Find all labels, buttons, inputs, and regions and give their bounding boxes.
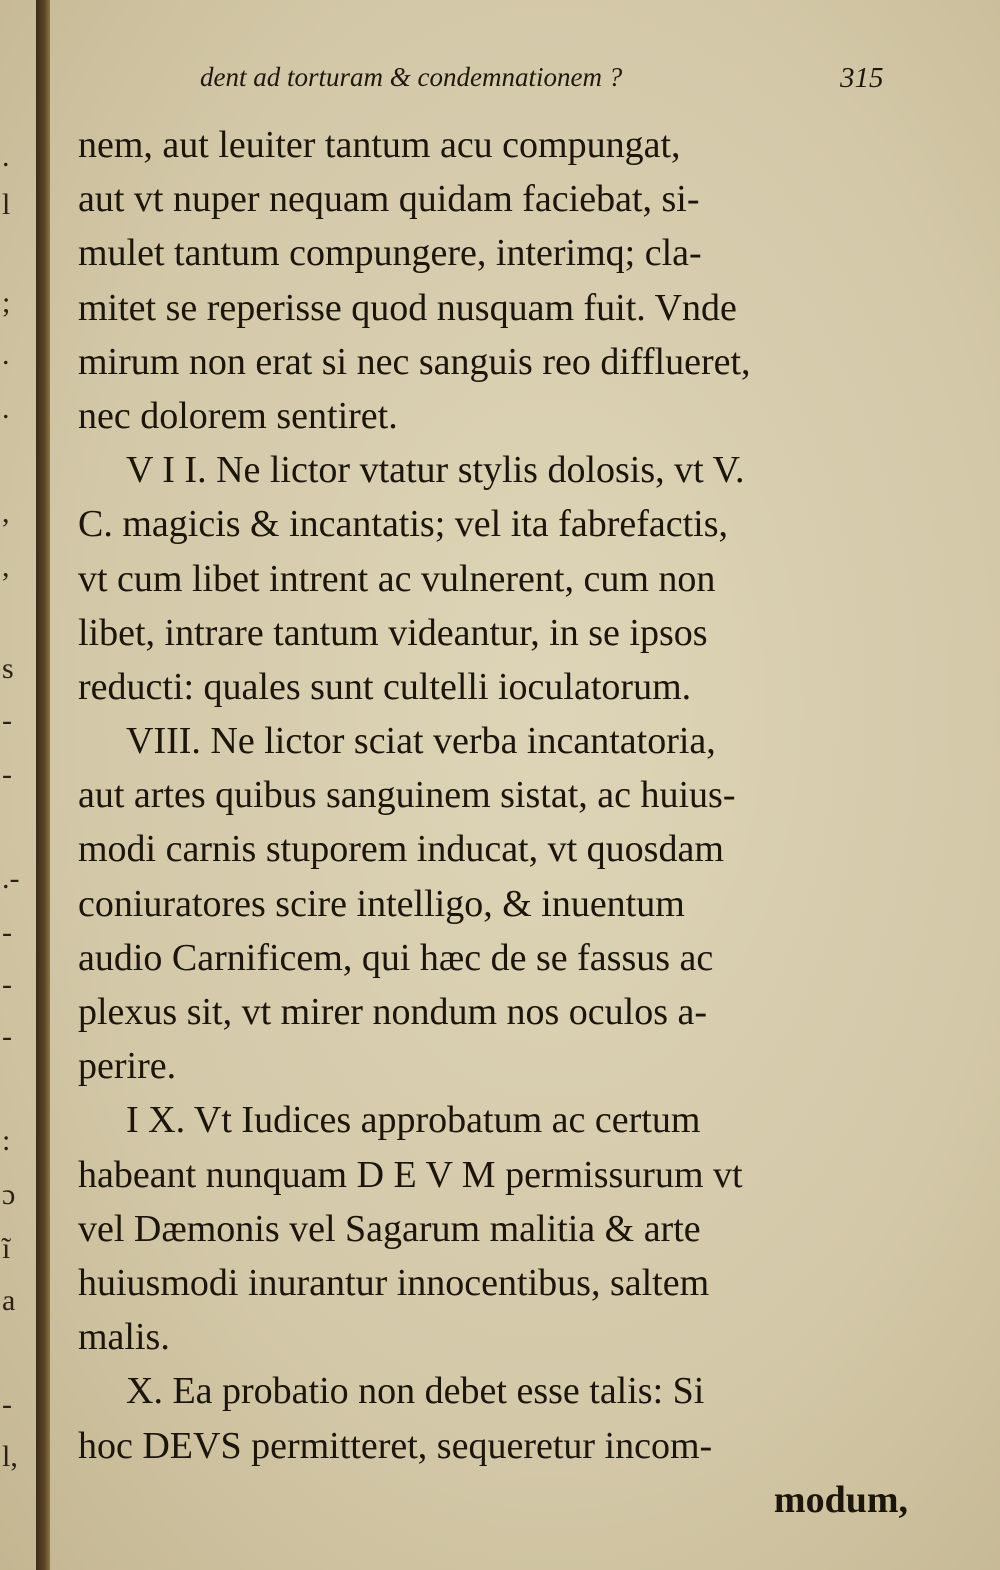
margin-mark: :	[2, 1124, 11, 1157]
text-line: perire.	[78, 1045, 177, 1088]
margin-mark: .	[2, 140, 10, 173]
text-line: mirum non erat si nec sanguis reo difflueret,	[78, 340, 751, 383]
gutter-shadow	[36, 0, 50, 1570]
text-line: nem, aut leuiter tantum acu compungat,	[78, 124, 681, 166]
left-margin-bleed	[0, 0, 30, 1570]
paragraph-start-line: VIII. Ne lictor sciat verba incantatoria,	[126, 720, 716, 763]
margin-mark: a	[2, 1284, 16, 1317]
margin-mark: ,	[2, 550, 10, 583]
text-line: aut vt nuper nequam quidam faciebat, si-	[78, 178, 700, 221]
margin-mark: .	[2, 338, 10, 371]
text-line: plexus sit, vt mirer nondum nos oculos a-	[78, 991, 708, 1033]
margin-mark: ĩ	[2, 1232, 11, 1265]
page-header	[200, 62, 900, 102]
text-line: vt cum libet intrent ac vulnerent, cum non	[78, 557, 716, 600]
text-line: vel Dæmonis vel Sagarum malitia & arte	[78, 1207, 701, 1250]
body-text	[78, 118, 908, 1527]
text-line: reducti: quales sunt cultelli ioculatorum.	[78, 665, 692, 708]
margin-mark: -	[2, 1388, 12, 1421]
margin-mark: s	[2, 652, 14, 685]
text-line: C. magicis & incantatis; vel ita fabrefactis,	[78, 503, 729, 546]
margin-mark: -	[2, 968, 12, 1001]
running-head: dent ad torturam & condemnationem ?	[200, 62, 623, 92]
text-line: audio Carnificem, qui hæc de se fassus ac	[78, 936, 714, 979]
text-line: habeant nunquam D E V M permissurum vt	[78, 1153, 743, 1196]
margin-mark: -	[2, 1020, 12, 1053]
text-line: coniuratores scire intelligo, & inuentum	[78, 882, 685, 925]
text-line: nec dolorem sentiret.	[78, 394, 398, 437]
text-line: huiusmodi inurantur innocentibus, saltem	[78, 1261, 710, 1304]
margin-mark: l,	[2, 1440, 18, 1473]
text-line: modi carnis stuporem inducat, vt quosdam	[78, 828, 724, 871]
paragraph-start-line: X. Ea probatio non debet esse talis: Si	[126, 1370, 705, 1413]
margin-mark: ,	[2, 496, 10, 529]
margin-mark: ɔ	[2, 1178, 16, 1211]
margin-mark: .	[2, 392, 10, 425]
paragraph-start-line: I X. Vt Iudices approbatum ac certum	[126, 1099, 701, 1142]
text-line: aut artes quibus sanguinem sistat, ac huius-	[78, 774, 736, 817]
text-line: mitet se reperisse quod nusquam fuit. Vnde	[78, 286, 737, 329]
paragraph-start-line: V I I. Ne lictor vtatur stylis dolosis, vt V.	[126, 449, 745, 492]
text-line: malis.	[78, 1316, 170, 1359]
margin-mark: l	[2, 188, 11, 221]
margin-mark: -	[2, 758, 12, 791]
text-line: mulet tantum compungere, interimq; cla-	[78, 232, 702, 275]
margin-mark: .-	[2, 862, 20, 895]
margin-mark: ;	[2, 286, 11, 319]
margin-mark: -	[2, 916, 12, 949]
page-number: 315	[840, 62, 884, 94]
text-line: hoc DEVS permitteret, sequeretur incom-	[78, 1424, 713, 1467]
catchword: modum,	[773, 1478, 908, 1521]
text-line: libet, intrare tantum videantur, in se ipsos	[78, 611, 708, 654]
margin-mark: -	[2, 704, 12, 737]
